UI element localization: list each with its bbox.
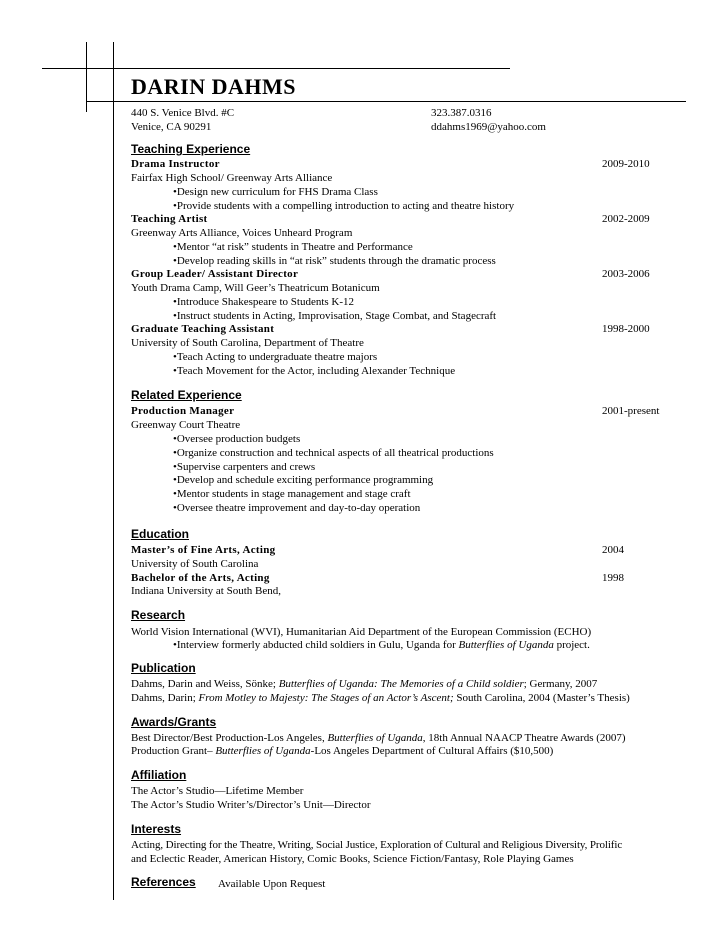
- job-bullet: •Teach Acting to undergraduate theatre majors: [173, 351, 378, 363]
- job-dates: 1998-2000: [602, 323, 650, 335]
- address-line-1: 440 S. Venice Blvd. #C: [131, 107, 235, 119]
- address-line-2: Venice, CA 90291: [131, 121, 212, 133]
- award-entry: Production Grant– Butterflies of Uganda-Los Angeles Department of Cultural Affairs ($10,500): [131, 745, 554, 757]
- section-heading-related: Related Experience: [131, 388, 242, 402]
- phone-number: 323.387.0316: [431, 107, 492, 119]
- affiliation-entry: The Actor’s Studio Writer’s/Director’s Unit—Director: [131, 799, 371, 811]
- email-address: ddahms1969@yahoo.com: [431, 121, 546, 133]
- publication-entry: Dahms, Darin; From Motley to Majesty: The Stages of an Actor’s Ascent; South Carolina, 2004 (Master’s Thesis): [131, 692, 630, 704]
- interests-text: and Eclectic Reader, American History, Comic Books, Science Fiction/Fantasy, Role Playing Games: [131, 853, 574, 865]
- section-heading-interests: Interests: [131, 822, 182, 836]
- publication-entry: Dahms, Darin and Weiss, Sönke; Butterflies of Uganda: The Memories of a Child soldier; Germany, 2007: [131, 678, 598, 690]
- job-bullet: •Supervise carpenters and crews: [173, 461, 316, 473]
- degree-date: 1998: [602, 572, 624, 584]
- degree-date: 2004: [602, 544, 624, 556]
- degree-title: Master’s of Fine Arts, Acting: [131, 544, 276, 556]
- degree-school: Indiana University at South Bend,: [131, 585, 282, 597]
- job-bullet: •Instruct students in Acting, Improvisation, Stage Combat, and Stagecraft: [173, 310, 497, 322]
- interests-text: Acting, Directing for the Theatre, Writing, Social Justice, Exploration of Cultural and Religious Diversity, Prolific: [131, 839, 623, 851]
- section-heading-education: Education: [131, 527, 190, 541]
- section-heading-research: Research: [131, 608, 186, 622]
- job-bullet: •Oversee theatre improvement and day-to-day operation: [173, 502, 421, 514]
- section-heading-teaching: Teaching Experience: [131, 142, 251, 156]
- candidate-name: DARIN DAHMS: [131, 74, 296, 99]
- job-bullet: •Design new curriculum for FHS Drama Class: [173, 186, 378, 198]
- references-text: Available Upon Request: [218, 878, 326, 890]
- research-line: World Vision International (WVI), Humanitarian Aid Department of the European Commission (ECHO): [131, 626, 592, 638]
- horizontal-rule-top: [42, 68, 510, 69]
- job-bullet: •Oversee production budgets: [173, 433, 301, 445]
- job-dates: 2002-2009: [602, 213, 650, 225]
- job-bullet: •Teach Movement for the Actor, including Alexander Technique: [173, 365, 456, 377]
- research-bullet: •Interview formerly abducted child soldiers in Gulu, Uganda for Butterflies of Uganda project.: [173, 639, 590, 651]
- job-title: Drama Instructor: [131, 158, 220, 170]
- job-organization: Greenway Arts Alliance, Voices Unheard Program: [131, 227, 353, 239]
- job-title: Graduate Teaching Assistant: [131, 323, 275, 335]
- job-bullet: •Provide students with a compelling introduction to acting and theatre history: [173, 200, 515, 212]
- job-dates: 2001-present: [602, 405, 660, 417]
- affiliation-entry: The Actor’s Studio—Lifetime Member: [131, 785, 304, 797]
- degree-title: Bachelor of the Arts, Acting: [131, 572, 270, 584]
- job-bullet: •Introduce Shakespeare to Students K-12: [173, 296, 355, 308]
- degree-school: University of South Carolina: [131, 558, 259, 570]
- section-heading-affiliation: Affiliation: [131, 768, 187, 782]
- job-dates: 2003-2006: [602, 268, 650, 280]
- vertical-rule-right: [113, 42, 114, 900]
- job-organization: University of South Carolina, Department of Theatre: [131, 337, 364, 349]
- job-organization: Fairfax High School/ Greenway Arts Alliance: [131, 172, 333, 184]
- section-heading-references: References: [131, 875, 196, 889]
- job-bullet: •Mentor “at risk” students in Theatre and Performance: [173, 241, 413, 253]
- job-title: Teaching Artist: [131, 213, 208, 225]
- job-bullet: •Develop reading skills in “at risk” students through the dramatic process: [173, 255, 496, 267]
- job-title: Group Leader/ Assistant Director: [131, 268, 299, 280]
- job-bullet: •Organize construction and technical aspects of all theatrical productions: [173, 447, 494, 459]
- section-heading-awards: Awards/Grants: [131, 715, 217, 729]
- job-organization: Youth Drama Camp, Will Geer’s Theatricum Botanicum: [131, 282, 380, 294]
- job-bullet: •Develop and schedule exciting performance programming: [173, 474, 434, 486]
- job-title: Production Manager: [131, 405, 235, 417]
- job-bullet: •Mentor students in stage management and stage craft: [173, 488, 411, 500]
- horizontal-rule-header: [86, 101, 686, 102]
- job-dates: 2009-2010: [602, 158, 650, 170]
- award-entry: Best Director/Best Production-Los Angeles, Butterflies of Uganda, 18th Annual NAACP Theatre Awards (2007): [131, 732, 626, 744]
- job-organization: Greenway Court Theatre: [131, 419, 241, 431]
- section-heading-publication: Publication: [131, 661, 196, 675]
